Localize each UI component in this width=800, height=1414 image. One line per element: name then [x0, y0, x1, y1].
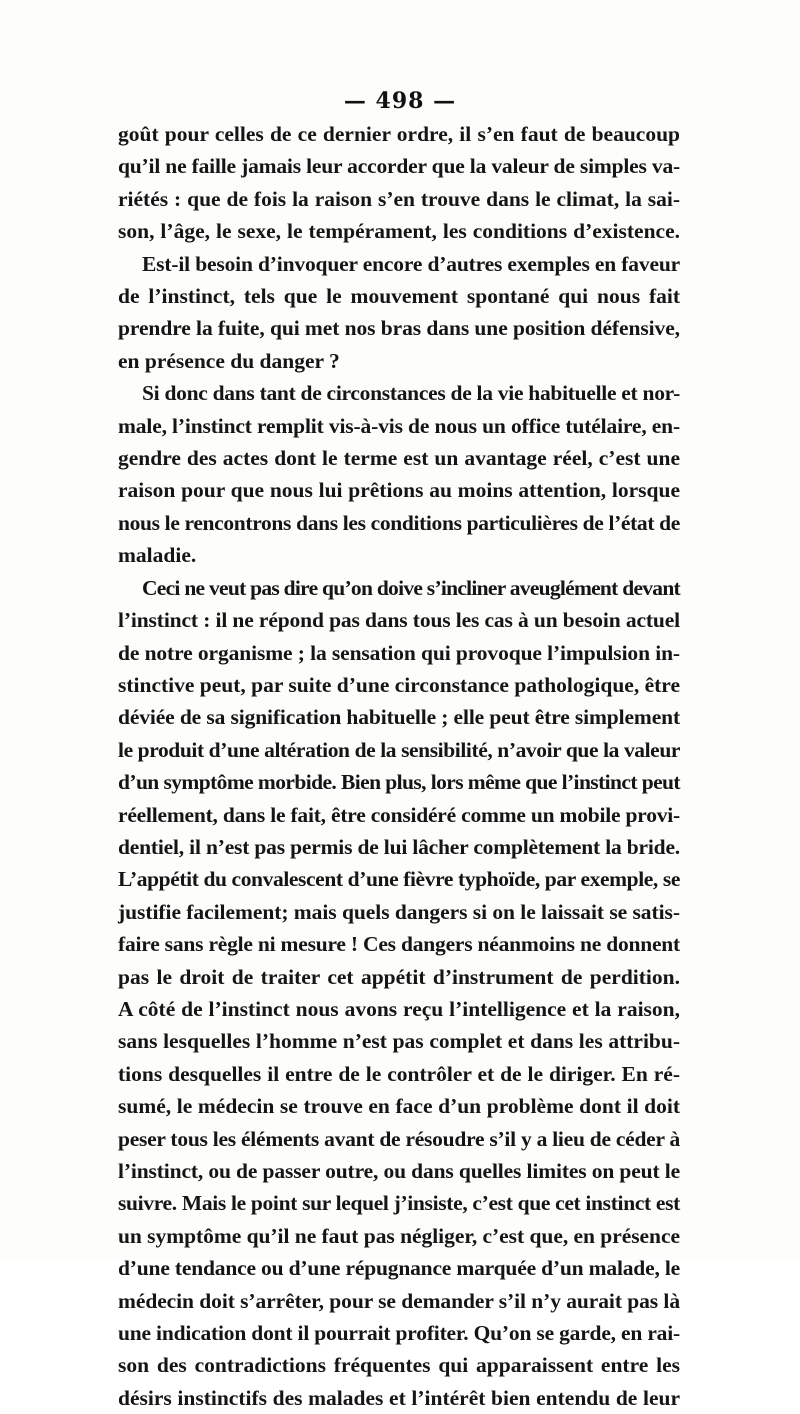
text-line: sumé, le médecin se trouve en face d’un problème dont il doit — [118, 1094, 680, 1119]
text-line: de notre organisme ; la sensation qui provoque l’impulsion in- — [118, 640, 680, 665]
body-text — [118, 118, 680, 1414]
text-line: Est-il besoin d’invoquer encore d’autres exemples en faveur — [142, 251, 680, 276]
text-line: justifie facilement; mais quels dangers si on le laissait se satis- — [118, 899, 680, 924]
text-line: nous le rencontrons dans les conditions particulières de l’état de — [118, 510, 680, 535]
text-line: tions desquelles il entre de le contrôler et de le diriger. En ré- — [118, 1061, 680, 1086]
text-line: dentiel, il n’est pas permis de lui lâcher complètement la bride. — [118, 834, 680, 859]
text-line: son des contradictions fréquentes qui apparaissent entre les — [118, 1353, 680, 1378]
text-line: stinctive peut, par suite d’une circonstance pathologique, être — [118, 672, 680, 697]
text-line: le produit d’une altération de la sensibilité, n’avoir que la valeur — [118, 737, 680, 762]
text-line: raison pour que nous lui prêtions au moins attention, lorsque — [118, 478, 680, 503]
text-line: prendre la fuite, qui met nos bras dans une position défensive, — [118, 316, 680, 341]
text-line: une indication dont il pourrait profiter. Qu’on se garde, en rai- — [118, 1321, 680, 1346]
paragraph-2 — [118, 248, 680, 378]
text-line: sans lesquelles l’homme n’est pas complet et dans les attribu- — [118, 1029, 680, 1054]
text-line: Ceci ne veut pas dire qu’on doive s’incliner aveuglément devant — [142, 575, 680, 600]
text-line: l’instinct : il ne répond pas dans tous les cas à un besoin actuel — [118, 608, 680, 633]
text-line: son, l’âge, le sexe, le tempérament, les conditions d’existence. — [118, 219, 680, 244]
text-line: L’appétit du convalescent d’une fièvre typhoïde, par exemple, se — [118, 867, 680, 892]
text-line: A côté de l’instinct nous avons reçu l’intelligence et la raison, — [118, 996, 680, 1021]
text-line: de l’instinct, tels que le mouvement spontané qui nous fait — [118, 284, 680, 309]
text-line: désirs instinctifs des malades et l’intérêt bien entendu de leur — [118, 1385, 680, 1410]
text-line: faire sans règle ni mesure ! Ces dangers néanmoins ne donnent — [118, 932, 680, 957]
text-line: maladie. — [118, 543, 197, 568]
text-line: d’une tendance ou d’une répugnance marquée d’un malade, le — [118, 1256, 680, 1281]
text-line: riétés : que de fois la raison s’en trouve dans le climat, la sai- — [118, 186, 680, 211]
text-line: pas le droit de traiter cet appétit d’instrument de perdition. — [118, 964, 680, 989]
text-line: male, l’instinct remplit vis-à-vis de nous un office tutélaire, en- — [118, 413, 680, 438]
text-line: d’un symptôme morbide. Bien plus, lors même que l’instinct peut — [118, 770, 680, 795]
text-line: déviée de sa signification habituelle ; elle peut être simplement — [118, 705, 680, 730]
paragraph-1 — [118, 118, 680, 248]
text-line: goût pour celles de ce dernier ordre, il s’en faut de beaucoup — [118, 122, 680, 146]
text-line: un symptôme qu’il ne faut pas négliger, c’est que, en présence — [118, 1223, 680, 1248]
paragraph-4 — [118, 572, 680, 1414]
text-line: suivre. Mais le point sur lequel j’insiste, c’est que cet instinct est — [118, 1191, 680, 1216]
text-line: médecin doit s’arrêter, pour se demander s’il n’y aurait pas là — [118, 1288, 680, 1313]
page-number: — 498 — — [343, 88, 457, 114]
text-line: Si donc dans tant de circonstances de la vie habituelle et nor- — [142, 381, 680, 406]
text-line: qu’il ne faille jamais leur accorder que la valeur de simples va- — [118, 154, 680, 179]
text-line: réellement, dans le fait, être considéré comme un mobile provi- — [118, 802, 680, 827]
text-line: peser tous les éléments avant de résoudre s’il y a lieu de céder à — [118, 1126, 680, 1151]
text-line: gendre des actes dont le terme est un avantage réel, c’est une — [118, 446, 680, 471]
paragraph-3 — [118, 377, 680, 571]
text-line: en présence du danger ? — [118, 348, 340, 373]
text-line: l’instinct, ou de passer outre, ou dans quelles limites on peut le — [118, 1159, 680, 1183]
